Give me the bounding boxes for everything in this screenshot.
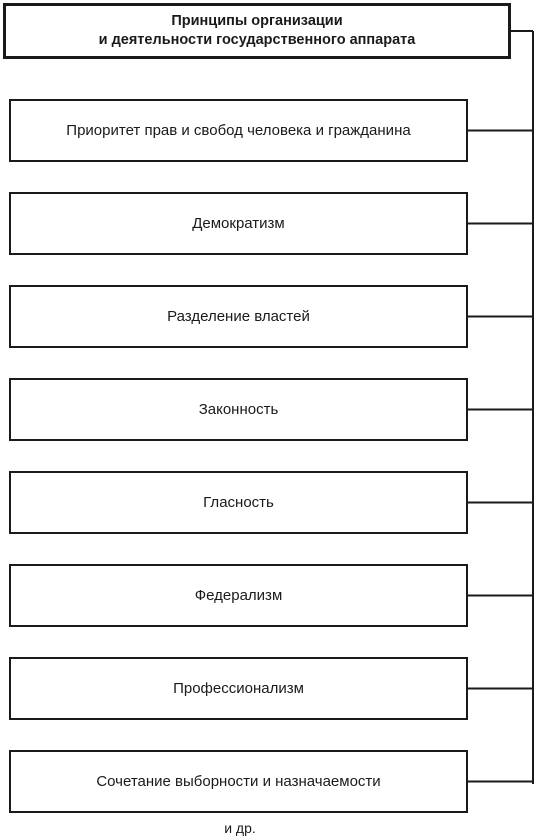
principle-box-8	[9, 750, 468, 813]
principle-box-7	[9, 657, 468, 720]
principle-box-1	[9, 99, 468, 162]
principle-label: Сочетание выборности и назначаемости	[96, 773, 381, 790]
principle-box-5	[9, 471, 468, 534]
principle-box-4	[9, 378, 468, 441]
principle-label: Приоритет прав и свобод человека и гражданина	[66, 122, 411, 139]
principle-box-6	[9, 564, 468, 627]
principle-label: Законность	[198, 401, 279, 418]
title-line-1: Принципы организации	[171, 13, 343, 29]
principle-box-2	[9, 192, 468, 255]
principle-label: Гласность	[203, 494, 274, 511]
principle-label: Профессионализм	[173, 680, 304, 697]
principle-label: Разделение властей	[167, 308, 310, 325]
title-line-2: и деятельности государственного аппарата	[98, 32, 416, 48]
principle-label: Федерализм	[194, 587, 283, 604]
footer-note: и др.	[224, 820, 256, 836]
diagram-title	[3, 3, 511, 59]
principle-box-3	[9, 285, 468, 348]
principle-label: Демократизм	[192, 215, 285, 232]
